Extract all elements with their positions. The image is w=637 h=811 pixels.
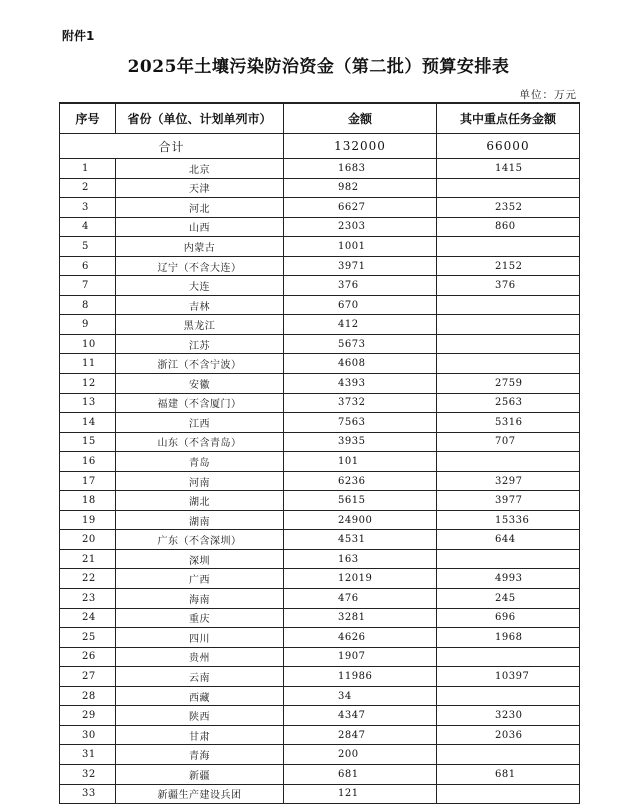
row-index: 2 — [60, 178, 116, 198]
table-row — [60, 178, 580, 198]
row-province: 北京 — [116, 159, 284, 179]
row-key-amount — [437, 295, 580, 315]
row-key-amount: 644 — [437, 530, 580, 550]
table-row — [60, 413, 580, 433]
table-row — [60, 393, 580, 413]
row-amount: 1001 — [284, 237, 437, 257]
row-amount: 6627 — [284, 198, 437, 218]
table-row — [60, 706, 580, 726]
table-row — [60, 686, 580, 706]
page-title: 2025年土壤污染防治资金（第二批）预算安排表 — [127, 57, 510, 77]
row-amount: 4626 — [284, 628, 437, 648]
row-key-amount: 707 — [437, 432, 580, 452]
row-amount: 3935 — [284, 432, 437, 452]
row-index: 16 — [60, 452, 116, 472]
row-province: 青海 — [116, 745, 284, 765]
budget-table — [59, 102, 580, 804]
table-row — [60, 647, 580, 667]
row-key-amount: 1968 — [437, 628, 580, 648]
row-index: 12 — [60, 374, 116, 394]
row-index: 32 — [60, 764, 116, 784]
row-index: 18 — [60, 491, 116, 511]
table-row — [60, 374, 580, 394]
table-row — [60, 491, 580, 511]
row-index: 27 — [60, 667, 116, 687]
total-label: 合计 — [60, 134, 284, 159]
row-province: 大连 — [116, 276, 284, 296]
row-amount: 412 — [284, 315, 437, 335]
table-row — [60, 608, 580, 628]
row-index: 8 — [60, 295, 116, 315]
row-key-amount: 10397 — [437, 667, 580, 687]
row-amount: 3971 — [284, 256, 437, 276]
row-amount: 3732 — [284, 393, 437, 413]
row-key-amount: 245 — [437, 589, 580, 609]
table-row — [60, 471, 580, 491]
row-province: 黑龙江 — [116, 315, 284, 335]
row-province: 陕西 — [116, 706, 284, 726]
table-row — [60, 589, 580, 609]
row-index: 25 — [60, 628, 116, 648]
row-amount: 5615 — [284, 491, 437, 511]
row-amount: 101 — [284, 452, 437, 472]
row-key-amount — [437, 745, 580, 765]
unit-label: 单位：万元 — [519, 89, 577, 101]
row-province: 河北 — [116, 198, 284, 218]
row-index: 9 — [60, 315, 116, 335]
row-index: 28 — [60, 686, 116, 706]
row-index: 10 — [60, 334, 116, 354]
table-row — [60, 725, 580, 745]
table-row — [60, 432, 580, 452]
row-amount: 200 — [284, 745, 437, 765]
row-province: 贵州 — [116, 647, 284, 667]
row-province: 广东（不含深圳） — [116, 530, 284, 550]
row-index: 6 — [60, 256, 116, 276]
row-key-amount: 4993 — [437, 569, 580, 589]
row-index: 33 — [60, 784, 116, 804]
row-key-amount: 2759 — [437, 374, 580, 394]
table-row — [60, 452, 580, 472]
row-province: 安徽 — [116, 374, 284, 394]
row-province: 湖北 — [116, 491, 284, 511]
row-amount: 670 — [284, 295, 437, 315]
row-key-amount: 3977 — [437, 491, 580, 511]
row-key-amount: 5316 — [437, 413, 580, 433]
table-row — [60, 334, 580, 354]
row-amount: 982 — [284, 178, 437, 198]
row-amount: 1683 — [284, 159, 437, 179]
row-province: 江苏 — [116, 334, 284, 354]
table-row — [60, 530, 580, 550]
row-key-amount — [437, 178, 580, 198]
row-key-amount — [437, 452, 580, 472]
row-amount: 4393 — [284, 374, 437, 394]
total-row — [60, 134, 580, 159]
row-amount: 24900 — [284, 510, 437, 530]
column-header-province: 省份（单位、计划单列市） — [116, 103, 284, 134]
row-index: 4 — [60, 217, 116, 237]
row-amount: 1907 — [284, 647, 437, 667]
row-key-amount — [437, 237, 580, 257]
table-row — [60, 159, 580, 179]
row-amount: 34 — [284, 686, 437, 706]
table-row — [60, 745, 580, 765]
row-key-amount: 2352 — [437, 198, 580, 218]
column-header-index: 序号 — [60, 103, 116, 134]
row-key-amount — [437, 334, 580, 354]
row-key-amount — [437, 315, 580, 335]
row-key-amount — [437, 686, 580, 706]
row-key-amount: 860 — [437, 217, 580, 237]
row-index: 20 — [60, 530, 116, 550]
row-amount: 121 — [284, 784, 437, 804]
row-province: 新疆 — [116, 764, 284, 784]
table-row — [60, 237, 580, 257]
row-index: 1 — [60, 159, 116, 179]
row-index: 11 — [60, 354, 116, 374]
row-index: 22 — [60, 569, 116, 589]
row-key-amount — [437, 647, 580, 667]
row-amount: 2847 — [284, 725, 437, 745]
row-amount: 2303 — [284, 217, 437, 237]
table-row — [60, 510, 580, 530]
row-key-amount: 681 — [437, 764, 580, 784]
row-index: 26 — [60, 647, 116, 667]
row-index: 7 — [60, 276, 116, 296]
row-key-amount: 1415 — [437, 159, 580, 179]
table-row — [60, 549, 580, 569]
row-province: 青岛 — [116, 452, 284, 472]
row-province: 山西 — [116, 217, 284, 237]
row-index: 14 — [60, 413, 116, 433]
row-province: 广西 — [116, 569, 284, 589]
row-index: 19 — [60, 510, 116, 530]
table-row — [60, 198, 580, 218]
row-amount: 681 — [284, 764, 437, 784]
row-index: 30 — [60, 725, 116, 745]
row-amount: 5673 — [284, 334, 437, 354]
table-row — [60, 667, 580, 687]
table-row — [60, 315, 580, 335]
row-key-amount: 2036 — [437, 725, 580, 745]
row-province: 西藏 — [116, 686, 284, 706]
table-row — [60, 217, 580, 237]
row-province: 云南 — [116, 667, 284, 687]
column-header-key-amount: 其中重点任务金额 — [437, 103, 580, 134]
row-province: 甘肃 — [116, 725, 284, 745]
row-province: 四川 — [116, 628, 284, 648]
row-key-amount — [437, 784, 580, 804]
table-row — [60, 628, 580, 648]
table-row — [60, 295, 580, 315]
row-province: 重庆 — [116, 608, 284, 628]
table-row — [60, 354, 580, 374]
row-province: 深圳 — [116, 549, 284, 569]
row-index: 31 — [60, 745, 116, 765]
row-province: 浙江（不含宁波） — [116, 354, 284, 374]
row-key-amount: 15336 — [437, 510, 580, 530]
table-row — [60, 784, 580, 804]
row-amount: 163 — [284, 549, 437, 569]
row-province: 湖南 — [116, 510, 284, 530]
row-amount: 376 — [284, 276, 437, 296]
table-row — [60, 276, 580, 296]
row-key-amount — [437, 354, 580, 374]
row-key-amount: 3230 — [437, 706, 580, 726]
row-key-amount: 696 — [437, 608, 580, 628]
table-row — [60, 764, 580, 784]
row-index: 15 — [60, 432, 116, 452]
row-province: 河南 — [116, 471, 284, 491]
row-index: 21 — [60, 549, 116, 569]
row-index: 13 — [60, 393, 116, 413]
row-amount: 3281 — [284, 608, 437, 628]
row-key-amount: 3297 — [437, 471, 580, 491]
row-index: 23 — [60, 589, 116, 609]
row-province: 吉林 — [116, 295, 284, 315]
row-key-amount: 2563 — [437, 393, 580, 413]
row-province: 新疆生产建设兵团 — [116, 784, 284, 804]
row-province: 天津 — [116, 178, 284, 198]
row-amount: 12019 — [284, 569, 437, 589]
row-key-amount: 376 — [437, 276, 580, 296]
row-index: 5 — [60, 237, 116, 257]
row-index: 17 — [60, 471, 116, 491]
row-amount: 4347 — [284, 706, 437, 726]
row-province: 内蒙古 — [116, 237, 284, 257]
column-header-amount: 金额 — [284, 103, 437, 134]
row-amount: 11986 — [284, 667, 437, 687]
row-amount: 4608 — [284, 354, 437, 374]
row-key-amount: 2152 — [437, 256, 580, 276]
row-province: 海南 — [116, 589, 284, 609]
row-amount: 476 — [284, 589, 437, 609]
row-province: 江西 — [116, 413, 284, 433]
row-amount: 6236 — [284, 471, 437, 491]
row-province: 福建（不含厦门） — [116, 393, 284, 413]
total-amount: 132000 — [284, 134, 437, 159]
row-index: 3 — [60, 198, 116, 218]
row-province: 辽宁（不含大连） — [116, 256, 284, 276]
table-header-row — [60, 103, 580, 134]
row-key-amount — [437, 549, 580, 569]
row-amount: 7563 — [284, 413, 437, 433]
row-province: 山东（不含青岛） — [116, 432, 284, 452]
row-index: 24 — [60, 608, 116, 628]
attachment-label: 附件1 — [62, 29, 95, 43]
table-body — [60, 134, 580, 804]
table-row — [60, 256, 580, 276]
row-index: 29 — [60, 706, 116, 726]
row-amount: 4531 — [284, 530, 437, 550]
table-row — [60, 569, 580, 589]
total-key-amount: 66000 — [437, 134, 580, 159]
